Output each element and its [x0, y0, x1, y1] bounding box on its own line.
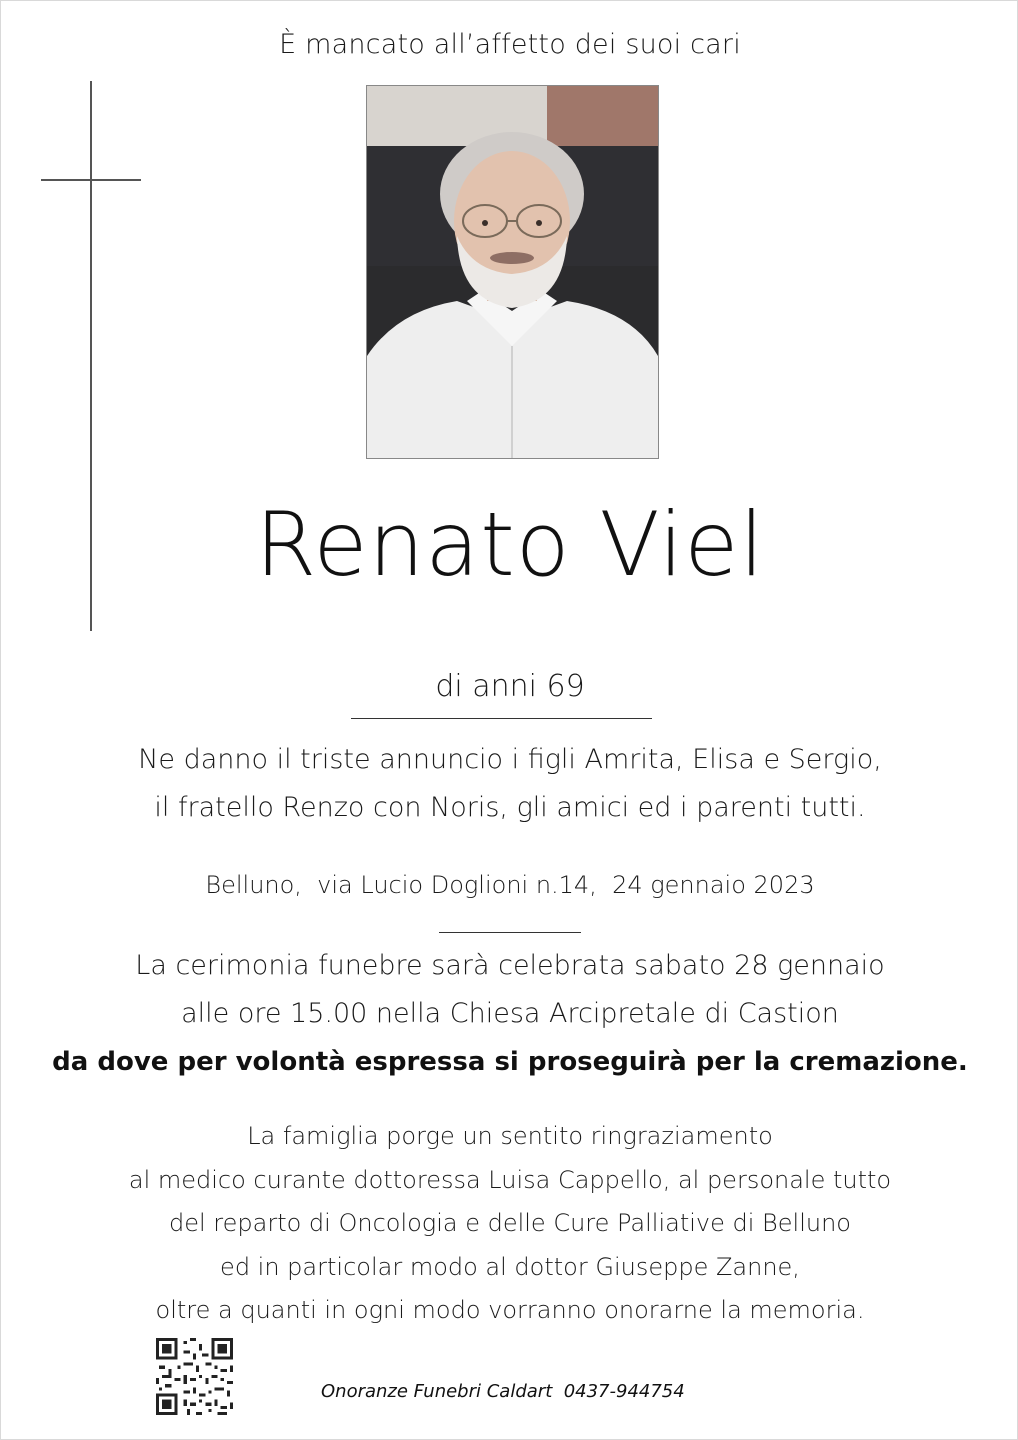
thanks-text — [1, 1115, 1018, 1333]
announcement-line: il fratello Renzo con Noris, gli amici ed i parenti tutti. — [154, 792, 866, 823]
thanks-line: al medico curante dottoressa Luisa Cappello, al personale tutto — [128, 1165, 892, 1194]
thanks-line: del reparto di Oncologia e delle Cure Palliative di Belluno — [169, 1209, 851, 1237]
funeral-home-footer: Onoranze Funebri Caldart 0437-944754 — [321, 1381, 685, 1402]
ceremony-info — [1, 942, 1018, 1086]
divider — [439, 932, 581, 933]
deceased-name: Renato Viel — [255, 493, 765, 596]
header-text: È mancato all’affetto dei suoi cari — [279, 29, 741, 60]
thanks-line: ed in particolar modo al dottor Giuseppe Zanne, — [220, 1252, 800, 1281]
thanks-line: oltre a quanti in ogni modo vorranno onorarne la memoria. — [155, 1296, 865, 1324]
cross-icon-arm — [41, 179, 141, 181]
portrait-photo — [366, 85, 659, 459]
announcement-line: Ne danno il triste annuncio i figli Amrita, Elisa e Sergio, — [138, 744, 882, 775]
announcement — [1, 736, 1018, 832]
divider — [351, 718, 652, 719]
ceremony-line: La cerimonia funebre sarà celebrata sabato 28 gennaio — [135, 950, 885, 981]
place-date: Belluno, via Lucio Doglioni n.14, 24 gennaio 2023 — [205, 871, 815, 899]
ceremony-bold-line: da dove per volontà espressa si proseguirà per la cremazione. — [52, 1047, 968, 1077]
thanks-line: La famiglia porge un sentito ringraziamento — [247, 1122, 773, 1150]
age-text: di anni 69 — [435, 669, 585, 704]
ceremony-line: alle ore 15.00 nella Chiesa Arcipretale di Castion — [181, 998, 839, 1029]
qr-code-icon[interactable] — [156, 1338, 233, 1415]
